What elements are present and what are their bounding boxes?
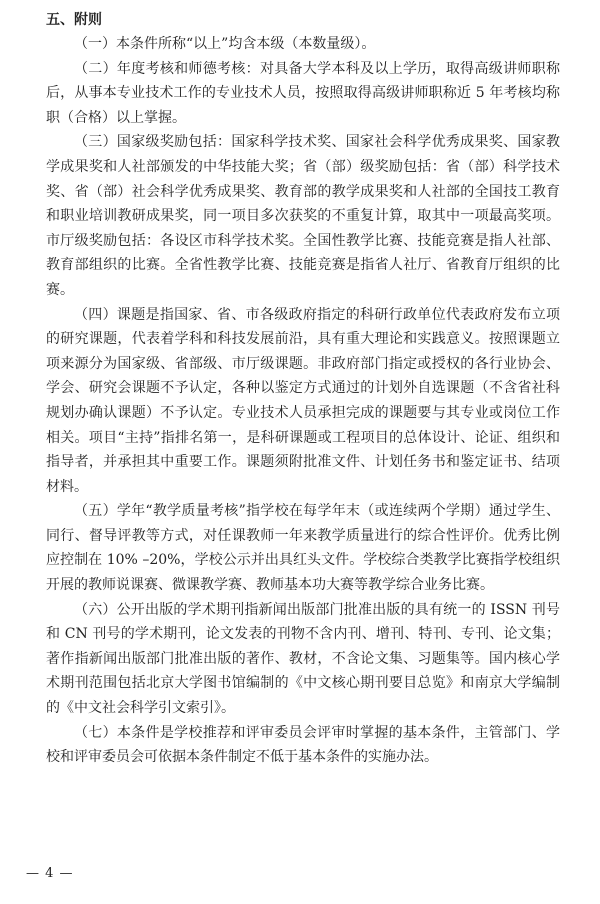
- paragraph-5: （五）学年“教学质量考核”指学校在每学年末（或连续两个学期）通过学生、同行、督导评教等方式，对任课教师一年来教学质量进行的综合性评价。优秀比例应控制在 10% –20%，学校公示并出具红头文件。学校综合类教学比赛指学校组织开展的教师说课赛、微课教学赛、教师基本功大赛等教学综合业务比赛。: [46, 503, 560, 594]
- paragraph-2: （二）年度考核和师德考核：对具备大学本科及以上学历，取得高级讲师职称后，从事本专业技术工作的专业技术人员，按照取得高级讲师职称近 5 年考核均称职（合格）以上掌握。: [46, 60, 560, 126]
- paragraph-1: （一）本条件所称“以上”均含本级（本数量级）。: [74, 36, 376, 52]
- paragraph-6: （六）公开出版的学术期刊指新闻出版部门批准出版的具有统一的 ISSN 刊号和 CN 刊号的学术期刊，论文发表的刊物不含内刊、增刊、特刊、专刊、论文集；著作指新闻出版部门批准出版的著作、教材，不含论文集、习题集等。国内核心学术期刊范围包括北京大学图书馆编制的《中文核心期刊要目总览》和南京大学编制的《中文社会科学引文索引》。: [46, 601, 560, 717]
- paragraph-3: （三）国家级奖励包括：国家科学技术奖、国家社会科学优秀成果奖、国家教学成果奖和人社部颁发的中华技能大奖；省（部）级奖励包括：省（部）科学技术奖、省（部）社会科学优秀成果奖、教育部的教学成果奖和人社部的全国技工教育和职业培训教研成果奖，同一项目多次获奖的不重复计算，取其中一项最高奖项。市厅级奖励包括：各设区市科学技术奖。全国性教学比赛、技能竞赛是指人社部、教育部组织的比赛。全省性教学比赛、技能竞赛是指省人社厅、省教育厅组织的比赛。: [46, 134, 560, 298]
- page-number: — 4 —: [26, 866, 74, 881]
- section-heading: 五、附则: [46, 12, 102, 28]
- document-content: [46, 8, 560, 770]
- paragraph-7: （七）本条件是学校推荐和评审委员会评审时掌握的基本条件，主管部门、学校和评审委员会可依据本条件制定不低于基本条件的实施办法。: [46, 724, 560, 766]
- paragraph-4: （四）课题是指国家、省、市各级政府指定的科研行政单位代表政府发布立项的研究课题，代表着学科和科技发展前沿，具有重大理论和实践意义。按照课题立项来源分为国家级、省部级、市厅级课题。非政府部门指定或授权的各行业协会、学会、研究会课题不予认定，各种以鉴定方式通过的计划外自选课题（不含省社科规划办确认课题）不予认定。专业技术人员承担完成的课题要与其专业或岗位工作相关。项目“主持”指排名第一，是科研课题或工程项目的总体设计、论证、组织和指导者，并承担其中重要工作。课题须附批准文件、计划任务书和鉴定证书、结项材料。: [46, 306, 560, 495]
